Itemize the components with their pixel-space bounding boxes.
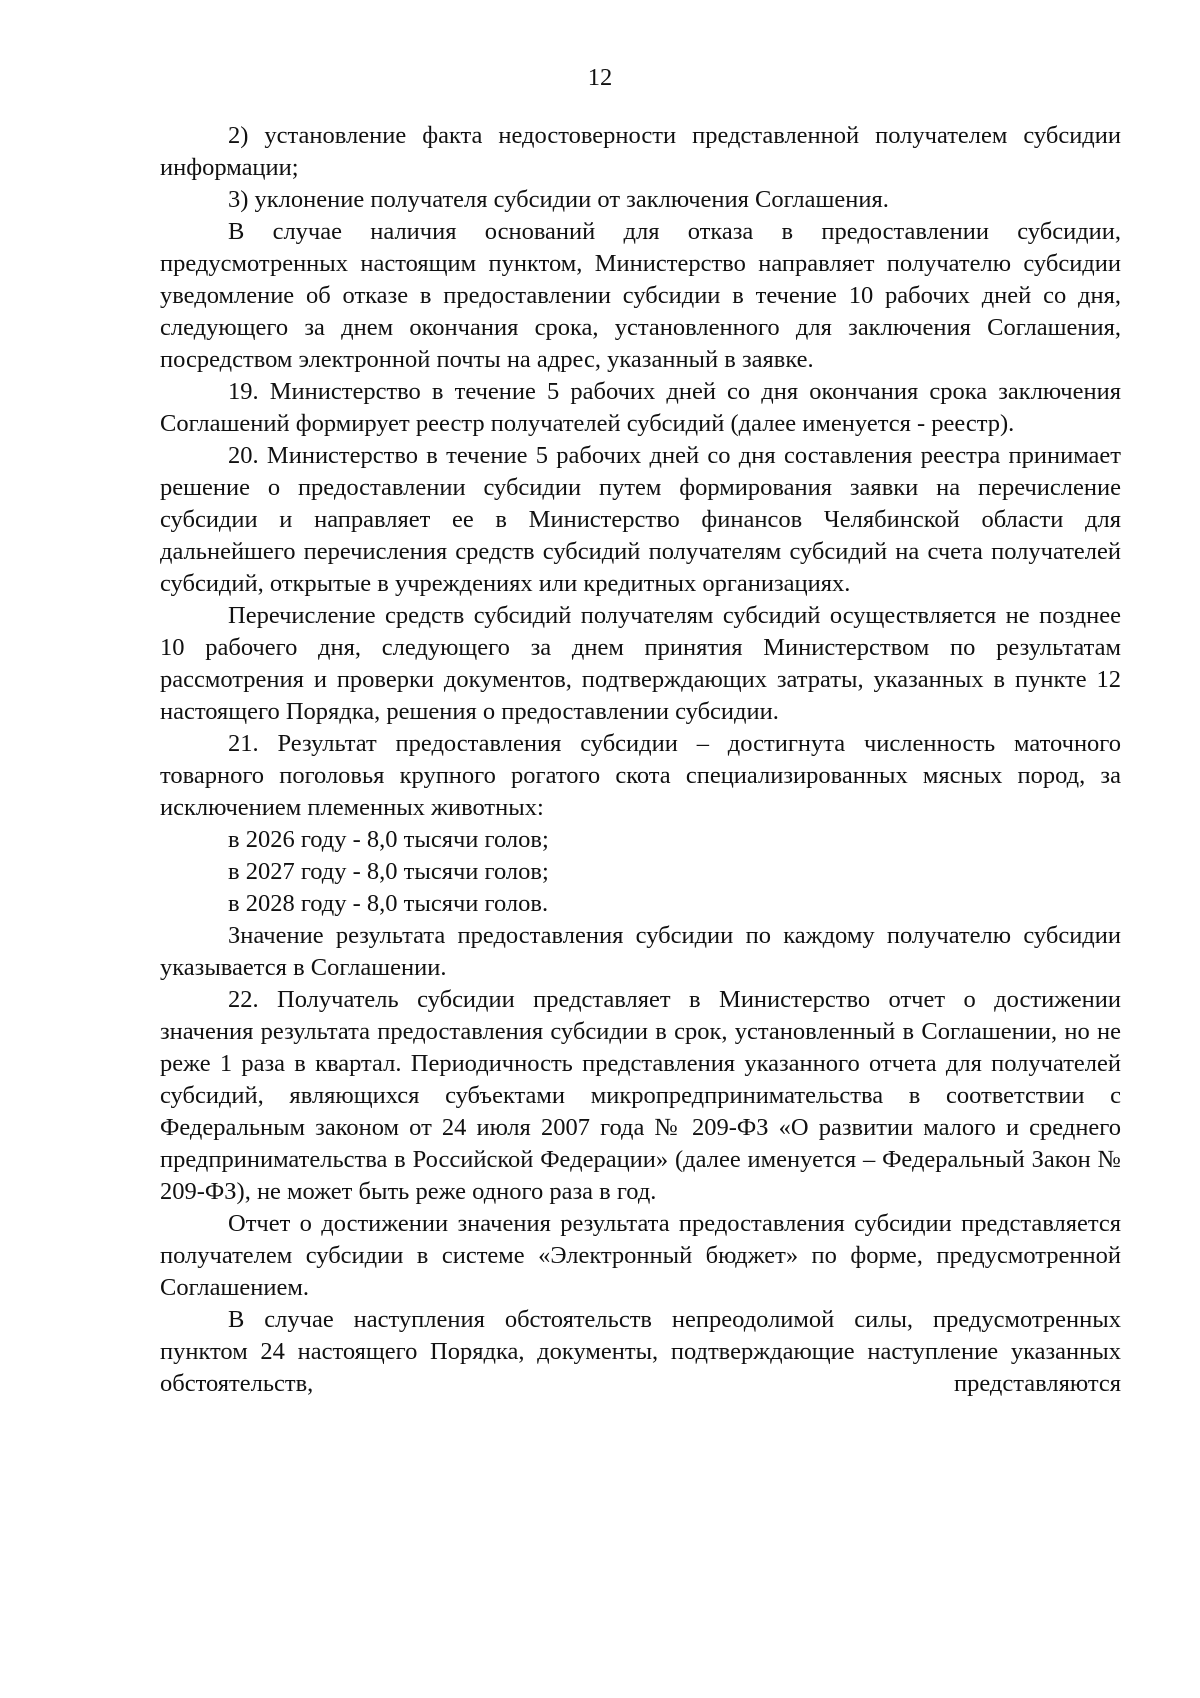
paragraph-22: 22. Получатель субсидии представляет в Министерство отчет о достижении значения результата предоставления субсидии в срок, установленный в Соглашении, но не реже 1 раза в квартал. Периодичность представления указанного отчета для получателей субсидий, являющихся субъектами микропредпринимательства в соответствии с Федеральным законом от 24 июля 2007 года № 209-ФЗ «О развитии малого и среднего предпринимательства в Российской Федерации» (далее именуется – Федеральный Закон № 209-ФЗ), не может быть реже одного раза в год. (160, 986, 1121, 1205)
paragraph-20: 20. Министерство в течение 5 рабочих дней со дня составления реестра принимает решение о предоставлении субсидии путем формирования заявки на перечисление субсидии и направляет ее в Министерство финансов Челябинской области для дальнейшего перечисления средств субсидий получателям субсидий на счета получателей субсидий, открытые в учреждениях или кредитных организациях. (160, 442, 1121, 597)
paragraph-refusal-reason-3: 3) уклонение получателя субсидии от заключения Соглашения. (228, 186, 889, 213)
paragraph-refusal-notice: В случае наличия оснований для отказа в предоставлении субсидии, предусмотренных настоящим пунктом, Министерство направляет получателю субсидии уведомление об отказе в предоставлении субсидии в течение 10 рабочих дней со дня, следующего за днем окончания срока, установленного для заключения Соглашения, посредством электронной почты на адрес, указанный в заявке. (160, 218, 1121, 373)
paragraph-report-system: Отчет о достижении значения результата предоставления субсидии представляется получателем субсидии в системе «Электронный бюджет» по форме, предусмотренной Соглашением. (160, 1210, 1121, 1301)
result-value-2026: в 2026 году - 8,0 тысячи голов; (228, 826, 549, 853)
document-body (160, 120, 1121, 1400)
paragraph-transfer-terms: Перечисление средств субсидий получателям субсидий осуществляется не позднее 10 рабочего дня, следующего за днем принятия Министерством по результатам рассмотрения и проверки документов, подтверждающих затраты, указанных в пункте 12 настоящего Порядка, решения о предоставлении субсидии. (160, 602, 1121, 725)
page-number: 12 (587, 64, 613, 91)
paragraph-refusal-reason-2: 2) установление факта недостоверности представленной получателем субсидии информации; (160, 122, 1121, 181)
paragraph-19: 19. Министерство в течение 5 рабочих дней со дня окончания срока заключения Соглашений формирует реестр получателей субсидий (далее именуется - реестр). (160, 378, 1121, 437)
paragraph-result-in-agreement: Значение результата предоставления субсидии по каждому получателю субсидии указывается в Соглашении. (160, 922, 1121, 981)
paragraph-21: 21. Результат предоставления субсидии – достигнута численность маточного товарного поголовья крупного рогатого скота специализированных мясных пород, за исключением племенных животных: (160, 730, 1121, 821)
result-value-2028: в 2028 году - 8,0 тысячи голов. (228, 890, 549, 917)
paragraph-force-majeure: В случае наступления обстоятельств непреодолимой силы, предусмотренных пунктом 24 настоящего Порядка, документы, подтверждающие наступление указанных обстоятельств, представляются (160, 1306, 1121, 1397)
result-value-2027: в 2027 году - 8,0 тысячи голов; (228, 858, 549, 885)
